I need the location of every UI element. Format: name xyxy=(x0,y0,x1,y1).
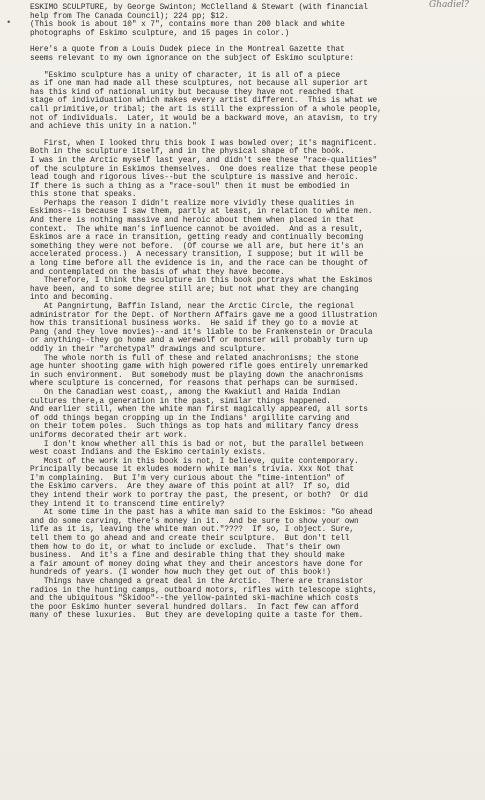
paragraph: Perhaps the reason I didn't realize more vividly these qualities in Eskimos--is because I saw them, partly at least, in relation to white men. And there is nothing massive and heroic about them when placed in that context. The white man's influence cannot be avoided. And as a result, Eskimos are a race in transition, getting ready and continually becoming something they were not before. (Of course we all are, but here it's an accelerated process.) A necessary transition, I suppose; but it will be a long time before all the evidence is in, and the race can be thought of and contemplated on the basis of what they have become. xyxy=(30,199,373,277)
paragraph: Therefore, I think the sculpture in this book portrays what the Eskimos have been, and to some degree still are; but not what they are changing into and becoming. xyxy=(30,277,373,303)
paragraph: Most of the work in this book is not, I believe, quite contemporary. Principally because it exludes modern white man's trivia. Xxx Not that I'm complaining. But I'm very curious about the "time-intention" of the Eskimo carvers. Are they aware of this point at all? If so, did they intend their work to portray the past, the present, or both? Or did they intend it to transcend time entirely? xyxy=(30,457,368,509)
book-citation: ESKIMO SCULPTURE, by George Swinton; McClelland & Stewart (with financial help from The Canada Council); 224 pp; $12. (This book is about 10" x 7", contains more than 200 black and white photographs of Eskimo sculpture, and 15 pages in color.) xyxy=(30,4,368,38)
dudek-quote: "Eskimo sculpture has a unity of character, it is all of a piece as if one man had made all these sculptures, not because all superior art has this kind of national unity but because they have not reached that stage of individuation which makes every artist different. This is what we call primitive,or tribal; the art is still the expression of a whole people, not of individuals. Later, it would be a backward move, an atavism, to try and achieve this unity in a nation." xyxy=(30,71,382,132)
handwritten-annotation: Ghadiel? xyxy=(428,0,469,10)
paragraph: At some time in the past has a white man said to the Eskimos: "Go ahead and do some carving, there's money in it. And be sure to show your own life as it is, leaving the white man out."???? If so, I object. Sure, tell them to go ahead and and create their sculpture. But don't tell them how to do it, or what to include or exclude. That's their own business. And it's a fine and desirable thing that they should make a fair amount of money doing what they and their ancestors have done for hundreds of years. (I wonder how much they get out of this book!) xyxy=(30,509,373,578)
intro-text: Here's a quote from a Louis Dudek piece in the Montreal Gazette that seems relevant to my own ignorance on the subject of Eskimo sculpture: xyxy=(30,46,355,63)
margin-mark: • xyxy=(6,18,12,28)
paragraph: On the Canadian west coast,, among the Kwakiutl and Haida Indian cultures there,a generation in the past, similar things happened. And earlier still, when the white man first magically appeared, all sorts of odd things began cropping up in the Indians' argillite carving and on their totem poles. Such things as top hats and military fancy dress uniforms decorated their art work. xyxy=(30,388,368,440)
paragraph: Things have changed a great deal in the Arctic. There are transistor radios in the hunting camps, outboard motors, rifles with telescope sights, and the ubiquitous "Skidoo"--the yellow-painted ski-machine which costs the poor Eskimo hunter several hundred dollars. In fact few can afford many of these luxuries. But they are developing quite a taste for them. xyxy=(30,578,378,621)
paragraph: I don't know whether all this is bad or not, but the parallel between west coast Indians and the Eskimo certainly exists. xyxy=(30,440,364,458)
paragraph: First, when I looked thru this book I was bowled over; it's magnificent. Both in the sculpture itself, and in the physical shape of the book. I was in the Arctic myself last year, and didn't see these "race-qualities" of the sculpture in Eskimos themselves. One does realize that these people lead tough and rigorous lives--but the sculpture is massive and heroic. If there is such a thing as a "race-soul" then it must be embodied in this stone that speaks. xyxy=(30,139,378,200)
paragraph: At Pangnirtung, Baffin Island, near the Arctic Circle, the regional administrator for the Dept. of Northern Affairs gave me a good illustration how this transitional business works. He said if they go to a movie at Pang (and they love movies)--and it's liable to be Frankenstein or Dracula or anything--they go home and a werewolf or monster will probably turn up oddly in their "archetypal" drawings and sculpture. xyxy=(30,303,378,354)
paragraph: The whole north is full of these and related anachronisms; the stone age hunter shooting game with high powered rifle goes entirely unremarked in such environment. But somebody must be playing down the anachronisms where sculpture is concerned, for reasons that perhaps can be surmised. xyxy=(30,354,368,389)
